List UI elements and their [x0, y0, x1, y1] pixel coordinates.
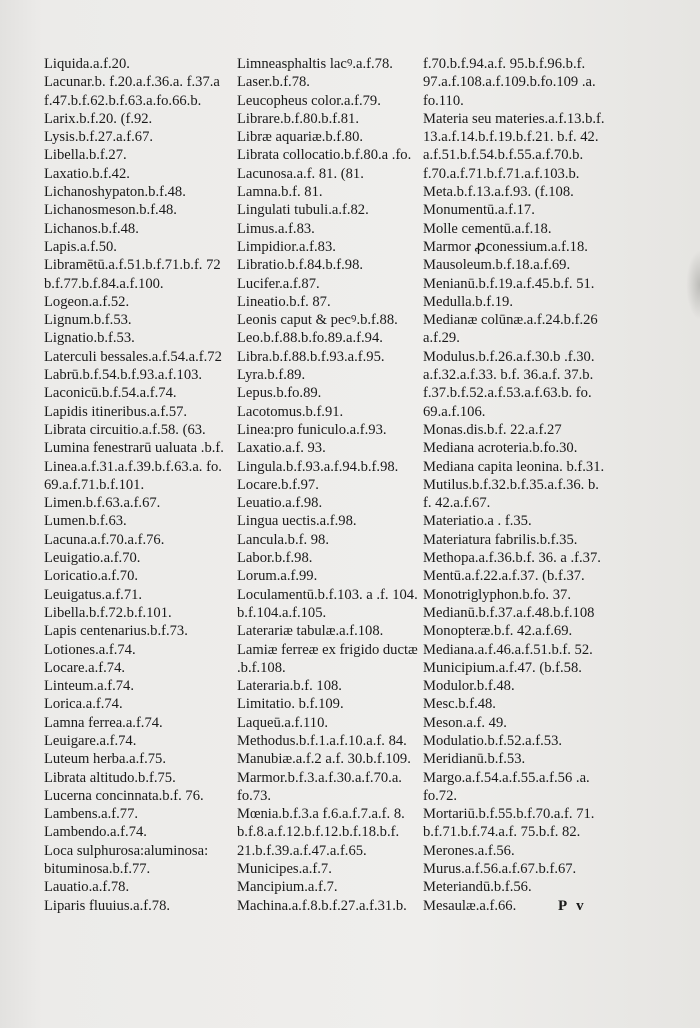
index-entry: Lacunosa.a.f. 81. (81.	[237, 165, 364, 182]
index-entry: f.70.a.f.71.b.f.71.a.f.103.b.	[423, 165, 580, 182]
index-entry: Limitatio. b.f.109.	[237, 696, 344, 713]
index-entry: Leuatio.a.f.98.	[237, 495, 323, 512]
index-entry: Locare.a.f.74.	[44, 659, 126, 676]
index-entry: Linteum.a.f.74.	[44, 678, 134, 695]
index-entry: Linea.a.f.31.a.f.39.b.f.63.a. fo.	[44, 458, 222, 475]
index-entry: Methopa.a.f.36.b.f. 36. a .f.37.	[423, 550, 601, 567]
index-entry: Librata altitudo.b.f.75.	[44, 769, 176, 786]
index-entry: Luteum herba.a.f.75.	[44, 751, 166, 768]
index-entry: Modulor.b.f.48.	[423, 678, 515, 695]
index-entry: Lysis.b.f.27.a.f.67.	[44, 129, 154, 146]
index-entry: Lacunar.b. f.20.a.f.36.a. f.37.a	[44, 74, 220, 91]
index-entry: Labor.b.f.98.	[237, 550, 313, 567]
index-entry: Lorica.a.f.74.	[44, 696, 123, 713]
index-entry: b.f.104.a.f.105.	[237, 604, 327, 621]
index-entry: fo.110.	[423, 92, 464, 109]
index-entry: Margo.a.f.54.a.f.55.a.f.56 .a.	[423, 769, 590, 786]
index-entry: Mutilus.b.f.32.b.f.35.a.f.36. b.	[423, 476, 599, 493]
index-entry: Marmor ꝓconessium.a.f.18.	[423, 238, 588, 255]
index-entry: Materiatio.a . f.35.	[423, 513, 532, 530]
index-entry: Lucifer.a.f.87.	[237, 275, 320, 292]
index-entry: Lorum.a.f.99.	[237, 568, 318, 585]
index-entry: Laterariæ tabulæ.a.f.108.	[237, 623, 384, 640]
index-entry: Lignatio.b.f.53.	[44, 330, 135, 347]
index-entry: Librare.b.f.80.b.f.81.	[237, 110, 359, 127]
index-entry: Lambendo.a.f.74.	[44, 824, 147, 841]
index-entry: Lancula.b.f. 98.	[237, 531, 329, 548]
index-entry: Laconicū.b.f.54.a.f.74.	[44, 385, 177, 402]
index-entry: Lichanosmeson.b.f.48.	[44, 202, 177, 219]
index-entry: Medulla.b.f.19.	[423, 293, 513, 310]
index-entry: Medianæ colūnæ.a.f.24.b.f.26	[423, 312, 598, 329]
index-entry: Menianū.b.f.19.a.f.45.b.f. 51.	[423, 275, 595, 292]
index-entry: 69.a.f.106.	[423, 403, 486, 420]
index-entry: Liquida.a.f.20.	[44, 56, 130, 72]
index-entry: Lamiæ ferreæ ex frigido ductæ	[237, 641, 418, 658]
index-entry: Mediana acroteria.b.fo.30.	[423, 440, 578, 457]
index-entry: Leonis caput & pecꝰ.b.f.88.	[237, 312, 398, 329]
index-entry: Lamna.b.f. 81.	[237, 184, 323, 201]
index-entry: Mortariū.b.f.55.b.f.70.a.f. 71.	[423, 806, 595, 823]
index-entry: Leo.b.f.88.b.fo.89.a.f.94.	[237, 330, 383, 347]
index-entry: Medianū.b.f.37.a.f.48.b.f.108	[423, 604, 595, 621]
index-entry: Logeon.a.f.52.	[44, 293, 130, 310]
index-entry: Manubiæ.a.f.2 a.f. 30.b.f.109.	[237, 751, 411, 768]
signature-mark: P v	[558, 898, 587, 914]
index-column-2	[237, 55, 417, 915]
index-entry: Monas.dis.b.f. 22.a.f.27	[423, 421, 562, 438]
index-entry: b.f.71.b.f.74.a.f. 75.b.f. 82.	[423, 824, 581, 841]
index-entry: Mesaulæ.a.f.66.	[423, 897, 517, 914]
index-entry: 69.a.f.71.b.f.101.	[44, 476, 145, 493]
index-entry: Meta.b.f.13.a.f.93. (f.108.	[423, 184, 574, 201]
index-entry: Lingua uectis.a.f.98.	[237, 513, 357, 530]
index-entry: Lapidis itineribus.a.f.57.	[44, 403, 188, 420]
index-entry: Monopteræ.b.f. 42.a.f.69.	[423, 623, 573, 640]
index-entry: Municipium.a.f.47. (b.f.58.	[423, 659, 582, 676]
index-entry: Lingulati tubuli.a.f.82.	[237, 202, 369, 219]
index-column-3	[423, 55, 603, 915]
index-entry: Lichanos.b.f.48.	[44, 220, 139, 237]
index-entry: Libella.b.f.27.	[44, 147, 127, 164]
index-entry: Laser.b.f.78.	[237, 74, 310, 91]
index-entry: Laqueū.a.f.110.	[237, 714, 329, 731]
index-entry: Meson.a.f. 49.	[423, 714, 507, 731]
index-entry: Libramētū.a.f.51.b.f.71.b.f. 72	[44, 257, 221, 274]
index-entry: f.70.b.f.94.a.f. 95.b.f.96.b.f.	[423, 56, 586, 72]
index-entry: Librata circuitio.a.f.58. (63.	[44, 421, 206, 438]
index-entry: a.f.51.b.f.54.b.f.55.a.f.70.b.	[423, 147, 584, 164]
index-entry: Lumina fenestrarū ualuata .b.f.	[44, 440, 224, 457]
index-entry: f.37.b.f.52.a.f.53.a.f.63.b. fo.	[423, 385, 592, 402]
index-entry: Leuigatio.a.f.70.	[44, 550, 141, 567]
index-entry: Libella.b.f.72.b.f.101.	[44, 604, 172, 621]
index-entry: Linea:pro funiculo.a.f.93.	[237, 421, 387, 438]
index-entry: Librata collocatio.b.f.80.a .fo.	[237, 147, 412, 164]
index-entry: Labrū.b.f.54.b.f.93.a.f.103.	[44, 367, 203, 384]
index-entry: Modulus.b.f.26.a.f.30.b .f.30.	[423, 348, 595, 365]
index-entry: Lacuna.a.f.70.a.f.76.	[44, 531, 165, 548]
index-entry: Loculamentū.b.f.103. a .f. 104.	[237, 586, 418, 603]
index-entry: fo.73.	[237, 787, 272, 804]
index-entry: Lambens.a.f.77.	[44, 806, 139, 823]
index-entry: Lichanoshypaton.b.f.48.	[44, 184, 186, 201]
index-entry: a.f.29.	[423, 330, 460, 347]
index-entry: .b.f.108.	[237, 659, 286, 676]
index-entry: Mesc.b.f.48.	[423, 696, 496, 713]
index-entry: Materiatura fabrilis.b.f.35.	[423, 531, 578, 548]
index-entry: Loca sulphurosa:aluminosa:	[44, 842, 209, 859]
index-entry: Libræ aquariæ.b.f.80.	[237, 129, 364, 146]
index-entry: Monotriglyphon.b.fo. 37.	[423, 586, 571, 603]
index-entry: Lapis.a.f.50.	[44, 238, 117, 255]
index-entry: Mausoleum.b.f.18.a.f.69.	[423, 257, 571, 274]
index-entry: Limen.b.f.63.a.f.67.	[44, 495, 161, 512]
index-entry: Murus.a.f.56.a.f.67.b.f.67.	[423, 861, 577, 878]
index-entry: Lauatio.a.f.78.	[44, 879, 130, 896]
index-entry: Mentū.a.f.22.a.f.37. (b.f.37.	[423, 568, 585, 585]
index-entry: b.f.8.a.f.12.b.f.12.b.f.18.b.f.	[237, 824, 400, 841]
index-entry: Laxatio.b.f.42.	[44, 165, 130, 182]
index-entry: Meridianū.b.f.53.	[423, 751, 526, 768]
index-entry: Libra.b.f.88.b.f.93.a.f.95.	[237, 348, 385, 365]
index-entry: bituminosa.b.f.77.	[44, 861, 151, 878]
index-entry: Meteriandū.b.f.56.	[423, 879, 532, 896]
index-entry: b.f.77.b.f.84.a.f.100.	[44, 275, 164, 292]
index-column-1	[44, 55, 229, 915]
index-entry: Marmor.b.f.3.a.f.30.a.f.70.a.	[237, 769, 402, 786]
index-entry: Laxatio.a.f. 93.	[237, 440, 326, 457]
index-entry: Merones.a.f.56.	[423, 842, 515, 859]
index-entry: 97.a.f.108.a.f.109.b.fo.109 .a.	[423, 74, 596, 91]
index-entry: Limus.a.f.83.	[237, 220, 315, 237]
index-entry: Lignum.b.f.53.	[44, 312, 132, 329]
index-entry: Machina.a.f.8.b.f.27.a.f.31.b.	[237, 897, 407, 914]
index-entry: Mœnia.b.f.3.a f.6.a.f.7.a.f. 8.	[237, 806, 405, 823]
index-entry: Lepus.b.fo.89.	[237, 385, 322, 402]
index-entry: Lumen.b.f.63.	[44, 513, 127, 530]
index-entry: Limneasphaltis lacꝰ.a.f.78.	[237, 56, 393, 72]
index-entry: Lingula.b.f.93.a.f.94.b.f.98.	[237, 458, 399, 475]
index-entry: Lapis centenarius.b.f.73.	[44, 623, 188, 640]
index-entry: Libratio.b.f.84.b.f.98.	[237, 257, 364, 274]
index-entry: Methodus.b.f.1.a.f.10.a.f. 84.	[237, 732, 407, 749]
index-entry: Lucerna concinnata.b.f. 76.	[44, 787, 204, 804]
index-entry: Modulatio.b.f.52.a.f.53.	[423, 732, 563, 749]
index-entry: Limpidior.a.f.83.	[237, 238, 336, 255]
index-entry: Lateraria.b.f. 108.	[237, 678, 342, 695]
index-entry: Leuigatus.a.f.71.	[44, 586, 143, 603]
index-entry: Lyra.b.f.89.	[237, 367, 306, 384]
index-entry: Liparis fluuius.a.f.78.	[44, 897, 171, 914]
index-entry: Molle cementū.a.f.18.	[423, 220, 552, 237]
index-entry: Laterculi bessales.a.f.54.a.f.72	[44, 348, 222, 365]
index-entry: Lacotomus.b.f.91.	[237, 403, 344, 420]
index-entry: 13.a.f.14.b.f.19.b.f.21. b.f. 42.	[423, 129, 599, 146]
index-entry: Leucopheus color.a.f.79.	[237, 92, 381, 109]
index-entry: Mediana.a.f.46.a.f.51.b.f. 52.	[423, 641, 593, 658]
index-entry: 21.b.f.39.a.f.47.a.f.65.	[237, 842, 367, 859]
index-entry: fo.72.	[423, 787, 458, 804]
index-entry: Leuigare.a.f.74.	[44, 732, 137, 749]
index-entry: Municipes.a.f.7.	[237, 861, 332, 878]
index-entry: f.47.b.f.62.b.f.63.a.fo.66.b.	[44, 92, 202, 109]
index-entry: Lotiones.a.f.74.	[44, 641, 136, 658]
index-entry: Lineatio.b.f. 87.	[237, 293, 331, 310]
index-entry: a.f.32.a.f.33. b.f. 36.a.f. 37.b.	[423, 367, 594, 384]
index-entry: Locare.b.f.97.	[237, 476, 319, 493]
index-entry: Mancipium.a.f.7.	[237, 879, 338, 896]
index-entry: Mediana capita leonina. b.f.31.	[423, 458, 605, 475]
index-entry: Loricatio.a.f.70.	[44, 568, 139, 585]
index-entry: f. 42.a.f.67.	[423, 495, 491, 512]
page-edge-stain	[686, 250, 700, 320]
index-entry: Larix.b.f.20. (f.92.	[44, 110, 153, 127]
index-entry: Lamna ferrea.a.f.74.	[44, 714, 163, 731]
index-entry: Materia seu materies.a.f.13.b.f.	[423, 110, 605, 127]
index-entry: Monumentū.a.f.17.	[423, 202, 535, 219]
